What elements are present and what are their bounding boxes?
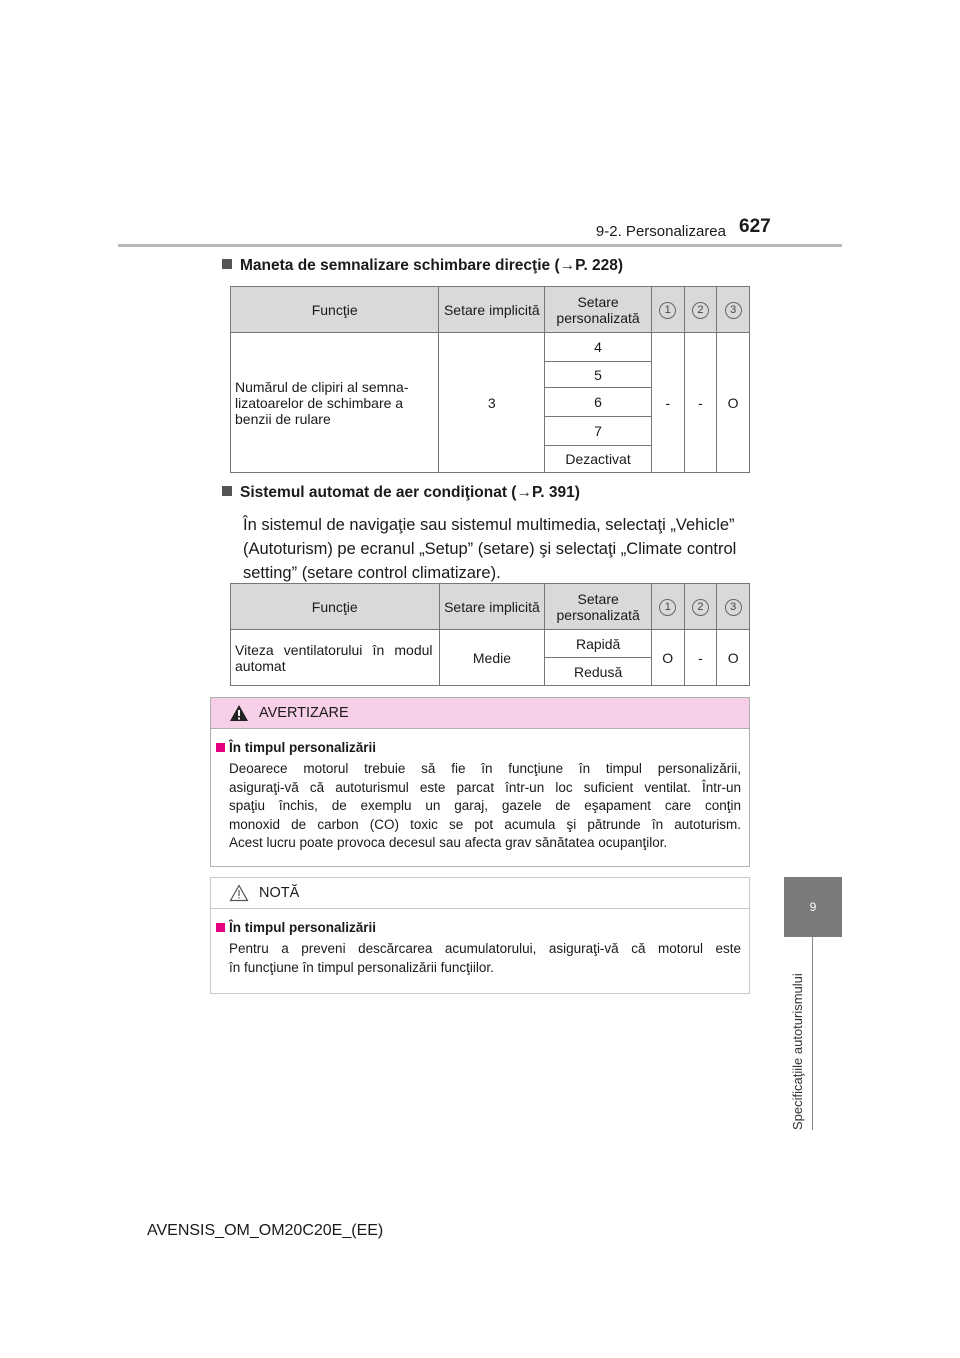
page-number: 627 [739, 216, 771, 237]
heading-text: Maneta de semnalizare schimbare direcţie (→P. 228) [240, 257, 624, 274]
paragraph-line: În sistemul de navigaţie sau sistemul multimedia, selectaţi „Vehicle” [243, 516, 735, 534]
function-cell [231, 333, 439, 473]
function-line: lizatoarelor de schimbare a [235, 394, 404, 411]
option-cell: 4 [545, 333, 652, 362]
header-function: Funcţie [231, 584, 440, 630]
note-line: în funcţiune în timpul personalizării funcţiilor. [229, 959, 494, 975]
warning-text [211, 760, 749, 853]
paragraph-line: (Autoturism) pe ecranul „Setup” (setare) şi selectaţi „Climate control [243, 540, 737, 558]
note-header [211, 878, 749, 909]
note-title: NOTĂ [259, 885, 300, 901]
climate-paragraph [243, 513, 763, 585]
header-custom: Setare personalizată [545, 584, 652, 630]
circled-number-2-icon: 2 [692, 599, 709, 616]
header-custom: Setare personalizată [545, 287, 652, 333]
default-cell: 3 [439, 333, 545, 473]
square-bullet-icon [216, 923, 225, 932]
square-bullet-icon [222, 259, 232, 269]
option-cell: Dezactivat [545, 446, 652, 473]
warning-line: monoxid de carbon (CO) toxic se pot acumula şi pătrunde în autoturism. [229, 816, 741, 832]
circled-number-3-icon: 3 [725, 302, 742, 319]
function-line: automat [235, 657, 286, 674]
function-line: Viteza ventilatorului în modul [235, 641, 433, 658]
col-3-cell: O [717, 333, 750, 473]
col-1-cell: - [651, 333, 684, 473]
section-heading-climate [222, 484, 580, 502]
header-col-1 [651, 287, 684, 333]
note-subtitle [211, 920, 749, 935]
option-cell: 7 [545, 417, 652, 446]
note-box [210, 877, 750, 994]
function-cell [231, 630, 440, 686]
side-rule [812, 937, 813, 1130]
option-cell: 5 [545, 362, 652, 388]
climate-table [230, 583, 750, 686]
footer-code: AVENSIS_OM_OM20C20E_(EE) [147, 1222, 384, 1239]
option-cell: 6 [545, 388, 652, 417]
warning-line: Acest lucru poate provoca decesul sau afecta grav sănătatea ocupanţilor. [229, 835, 668, 850]
warning-line: Deoarece motorul trebuie să fie în funcţiune în timpul personalizării, [229, 761, 741, 776]
chapter-label: Specificaţiile autoturismului [790, 973, 805, 1130]
header-col-2 [684, 584, 717, 630]
note-text [211, 940, 749, 977]
header-col-1 [651, 584, 684, 630]
function-line: Numărul de clipiri al semna- [235, 378, 409, 395]
col-1-cell: O [651, 630, 684, 686]
header-function: Funcţie [231, 287, 439, 333]
warning-header [211, 698, 749, 729]
square-bullet-icon [222, 486, 232, 496]
chapter-tab: 9 [784, 877, 842, 937]
section-title: 9-2. Personalizarea [595, 223, 726, 240]
circled-number-3-icon: 3 [725, 599, 742, 616]
heading-text: Sistemul automat de aer condiţionat (→P. 391) [240, 484, 580, 501]
warning-line: spaţiu închis, de exemplu un garaj, gazele de eşapament care conţin [229, 798, 741, 813]
warning-subtitle-text: În timpul personalizării [229, 740, 377, 755]
circled-number-1-icon: 1 [659, 302, 676, 319]
note-line: Pentru a preveni descărcarea acumulatorului, asiguraţi-vă că motorul este [229, 941, 741, 956]
warning-triangle-icon [229, 704, 249, 722]
function-line: benzii de rulare [235, 410, 331, 427]
header-col-2 [684, 287, 717, 333]
warning-title: AVERTIZARE [259, 705, 349, 721]
section-heading-turn-signal [222, 257, 623, 275]
header-rule [118, 244, 842, 247]
header-col-3 [717, 584, 750, 630]
square-bullet-icon [216, 743, 225, 752]
circled-number-2-icon: 2 [692, 302, 709, 319]
turn-signal-table [230, 286, 750, 473]
warning-subtitle [211, 740, 749, 755]
header-default: Setare implicită [439, 287, 545, 333]
col-2-cell: - [684, 630, 717, 686]
header-col-3 [717, 287, 750, 333]
warning-line: asiguraţi-vă că autoturismul este parcat într-un loc suficient ventilat. Într-un [229, 779, 741, 795]
warning-box [210, 697, 750, 867]
col-3-cell: O [717, 630, 750, 686]
default-cell: Medie [439, 630, 545, 686]
col-2-cell: - [684, 333, 717, 473]
option-cell: Redusă [545, 658, 652, 686]
option-cell: Rapidă [545, 630, 652, 658]
caution-triangle-icon [229, 884, 249, 902]
note-subtitle-text: În timpul personalizării [229, 920, 377, 935]
header-default: Setare implicită [439, 584, 545, 630]
paragraph-line: setting” (setare control climatizare). [243, 564, 501, 582]
circled-number-1-icon: 1 [659, 599, 676, 616]
